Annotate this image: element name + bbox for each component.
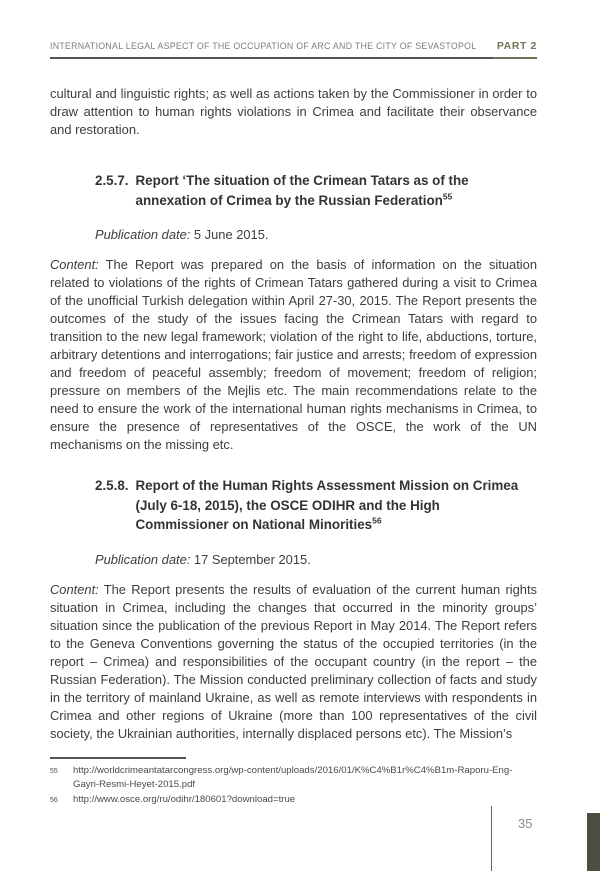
footnotes-block [50, 757, 537, 808]
publication-date-label: Publication date: [95, 227, 191, 242]
publication-date-line [95, 552, 537, 567]
content-paragraph [50, 256, 537, 454]
section-number: 2.5.8. [95, 478, 129, 493]
page-header [50, 0, 537, 59]
content-label: Content: [50, 257, 99, 272]
page-number: 35 [518, 816, 533, 831]
footnote-ref: 56 [50, 797, 58, 804]
content-paragraph [50, 581, 537, 743]
footnote-url: http://worldcrimeantatarcongress.org/wp-content/uploads/2016/01/K%C4%B1r%C4%B1m-Raporu-Eng-Gayri-Resmi-Heyet-2015.pdf [73, 765, 513, 790]
header-rule [50, 57, 537, 59]
page-number-rule [491, 806, 492, 871]
publication-date-line [95, 227, 537, 242]
header-rule-accent [493, 57, 537, 59]
part-label: PART 2 [496, 40, 537, 52]
footnote-56 [50, 793, 537, 808]
section-title [136, 171, 534, 210]
part-edge-tab [587, 813, 600, 871]
footnote-url: http://www.osce.org/ru/odihr/180601?download=true [73, 794, 296, 805]
footnote-ref-marker: 55 [442, 191, 453, 202]
footnote-separator [50, 757, 186, 759]
footnote-ref: 55 [50, 768, 58, 775]
publication-date-label: Publication date: [95, 551, 191, 567]
section-title-text: Report of the Human Rights Assessment Mission on Crimea (July 6-18, 2015), the OSCE ODIHR and the High Commissioner on National Minorities [135, 478, 519, 532]
running-title: INTERNATIONAL LEGAL ASPECT OF THE OCCUPATION OF ARC AND THE CITY OF SEVASTOPOL [50, 41, 477, 51]
footnote-ref-marker: 56 [372, 515, 382, 526]
header-row [50, 0, 537, 52]
footnote-55 [50, 764, 537, 791]
content-label: Content: [50, 581, 99, 597]
section-2-5-8 [50, 476, 537, 743]
section-title [136, 476, 534, 535]
header-rule-main [50, 57, 493, 59]
section-heading [95, 171, 537, 210]
content-text: The Report was prepared on the basis of information on the situation related to violations of the rights of Crimean Tatars gathered during a visit to Crimea of the unofficial Turkish delegation within April 27-30, 2015. The Report presents the outcomes of the study of the issues facing the Crimean Tatars with regard to transition to the new legal framework; violation of the right to life, abductions, torture, arbitrary detentions and interrogations; fair justice and arrests; freedom of expression and freedom of peaceful assembly; freedom of movement; freedom of religion; pressure on members of the Mejlis etc. The main recommendations relate to the need to ensure the work of the international human rights mechanisms in Crimea, to ensure the presence of representatives of the OSCE, the work of the UN mechanisms on the missing etc. [50, 257, 537, 452]
publication-date-value: 5 June 2015. [193, 227, 269, 242]
section-2-5-7 [50, 171, 537, 454]
section-heading [95, 476, 537, 535]
publication-date-value: 17 September 2015. [193, 551, 311, 567]
section-title-text: Report ‘The situation of the Crimean Tatars as of the annexation of Crimea by the Russian Federation [135, 173, 469, 208]
section-number: 2.5.7. [95, 173, 129, 188]
intro-paragraph: cultural and linguistic rights; as well as actions taken by the Commissioner in order to draw attention to human rights violations in Crimea and facilitate their observance and restoration. [50, 86, 537, 137]
content-text: The Report presents the results of evaluation of the current human rights situation in Crimea, including the changes that occurred in the minority groups’ situation since the publication of the previous Report in May 2014. The Report refers to the Geneva Conventions governing the status of the occupied territories (in the report – Crimea) and responsibilities of the occupant country (in the report – the Russian Federation). The Mission conducted preliminary collection of facts and study in the territory of mainland Ukraine, as well as remote interviews with respondents in Crimea and other regions of Ukraine (more than 100 representatives of the civil society, the Ukrainian authorities, internally displaced persons etc). The Mission’s [50, 581, 538, 741]
page-body [50, 85, 537, 743]
